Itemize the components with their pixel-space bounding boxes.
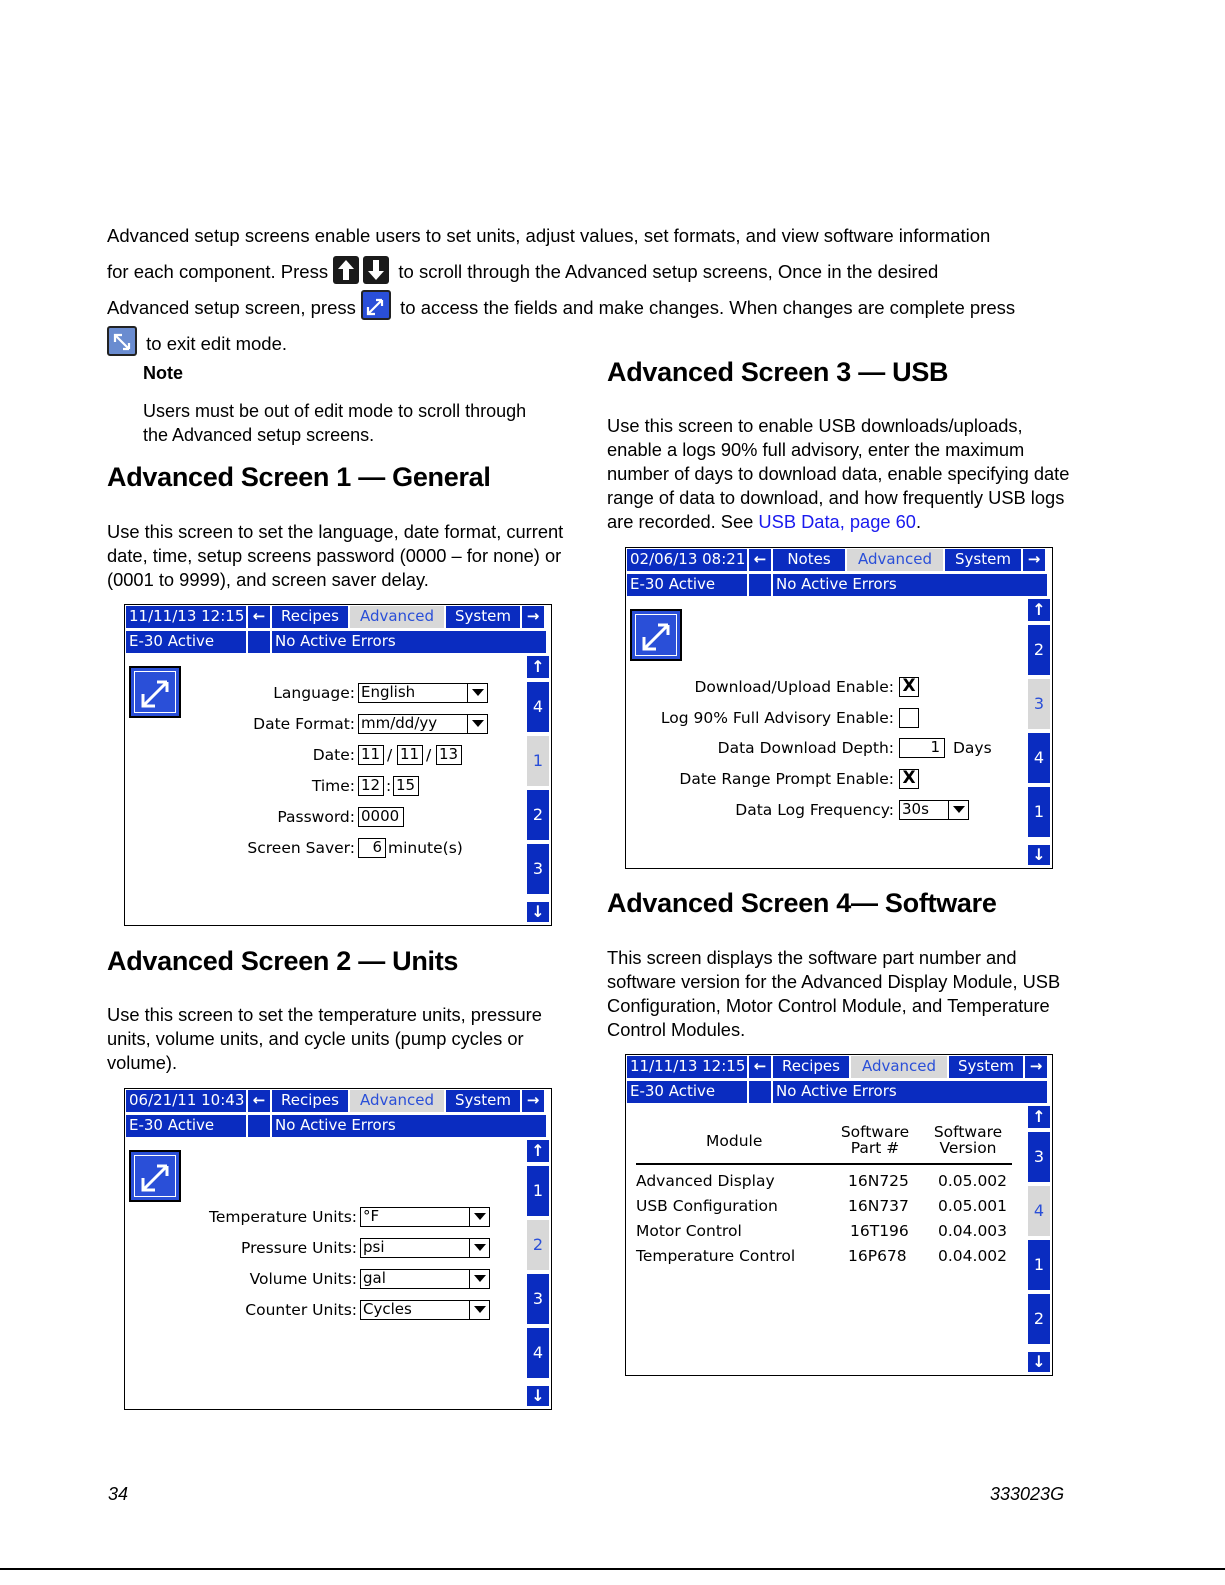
table-row-module: Temperature Control xyxy=(636,1247,796,1265)
volume-units-label: Volume Units: xyxy=(249,1270,357,1288)
side-tab-current[interactable]: 4 xyxy=(1027,1185,1051,1237)
tab-notes[interactable]: Notes xyxy=(772,548,846,572)
time-separator: : xyxy=(386,777,392,795)
section-2-title: Advanced Screen 2 — Units xyxy=(107,946,459,976)
date-label: Date: xyxy=(312,746,355,764)
screen-saver-unit: minute(s) xyxy=(388,839,463,857)
language-select[interactable]: English xyxy=(358,683,488,703)
side-tab[interactable]: 1 xyxy=(1027,1239,1051,1291)
section-4-title: Advanced Screen 4— Software xyxy=(607,888,997,918)
chevron-down-icon xyxy=(948,801,968,819)
note-text: Users must be out of edit mode to scroll through the Advanced setup screens. xyxy=(143,401,527,445)
arrow-down-icon[interactable]: ↓ xyxy=(526,1385,550,1407)
status-indicator xyxy=(748,573,772,597)
tab-system[interactable]: System xyxy=(445,605,521,629)
side-tab[interactable]: 2 xyxy=(1027,1293,1051,1345)
side-tab[interactable]: 1 xyxy=(1027,786,1051,838)
data-log-frequency-select[interactable]: 30s xyxy=(899,800,969,820)
status-indicator xyxy=(247,630,271,654)
side-tab[interactable]: 4 xyxy=(526,1327,550,1379)
section-3-title: Advanced Screen 3 — USB xyxy=(607,357,949,387)
intro-line-3: Advanced setup screen, press to access the fields and make changes. When changes are complete press xyxy=(107,290,1107,326)
tab-system[interactable]: System xyxy=(944,548,1022,572)
note-heading: Note xyxy=(143,363,183,383)
table-row-module: USB Configuration xyxy=(636,1197,778,1215)
side-tab[interactable]: 2 xyxy=(526,789,550,841)
screen-side-nav xyxy=(526,1139,550,1408)
side-tab[interactable]: 3 xyxy=(526,1273,550,1325)
tab-advanced[interactable]: Advanced xyxy=(846,548,944,572)
status-errors: No Active Errors xyxy=(772,573,1048,597)
status-active: E-30 Active xyxy=(626,573,748,597)
date-separator: / xyxy=(426,746,432,764)
column-header-version: Software Version xyxy=(933,1123,1003,1157)
side-tab[interactable]: 4 xyxy=(1027,732,1051,784)
intro-line-1: Advanced setup screens enable users to set units, adjust values, set formats, and view software information xyxy=(107,225,991,246)
arrow-down-icon[interactable]: ↓ xyxy=(1027,1351,1051,1373)
download-upload-enable-checkbox[interactable]: X xyxy=(899,677,919,697)
temperature-units-select[interactable]: °F xyxy=(360,1207,490,1227)
side-tab[interactable]: 2 xyxy=(1027,624,1051,676)
intro-line-4: to exit edit mode. xyxy=(107,326,1107,362)
tab-advanced[interactable]: Advanced xyxy=(349,605,445,629)
table-row-module: Advanced Display xyxy=(636,1172,775,1190)
chevron-down-icon xyxy=(467,684,487,702)
date-range-prompt-checkbox[interactable]: X xyxy=(899,769,919,789)
volume-units-select[interactable]: gal xyxy=(360,1269,490,1289)
date-month-field[interactable]: 11 xyxy=(358,745,384,765)
language-label: Language: xyxy=(273,684,355,702)
page-number: 34 xyxy=(108,1484,129,1504)
temperature-units-label: Temperature Units: xyxy=(209,1208,357,1226)
chevron-down-icon xyxy=(467,715,487,733)
screen-saver-field[interactable]: 6 xyxy=(358,838,386,858)
datetime: 02/06/13 08:21 xyxy=(626,548,748,572)
side-tab[interactable]: 3 xyxy=(526,843,550,895)
arrow-down-icon[interactable]: ↓ xyxy=(526,901,550,923)
section-4-text: This screen displays the software part number and software version for the Advanced Display Module, USB Configuration, Motor Control Module, and Temperature Control Modules. xyxy=(607,947,1061,1040)
table-row-version: 0.05.001 xyxy=(938,1197,1008,1215)
tab-system[interactable]: System xyxy=(445,1089,521,1113)
table-row-module: Motor Control xyxy=(636,1222,742,1240)
table-row-part: 16N725 xyxy=(848,1172,909,1190)
screen-software xyxy=(625,1054,1053,1376)
edit-icon[interactable] xyxy=(630,609,682,661)
data-download-depth-field[interactable]: 1 xyxy=(899,738,945,758)
download-upload-enable-label: Download/Upload Enable: xyxy=(694,678,894,696)
date-range-prompt-label: Date Range Prompt Enable: xyxy=(679,770,894,788)
exit-edit-icon xyxy=(107,326,137,356)
password-label: Password: xyxy=(277,808,355,826)
arrow-up-icon[interactable]: ↑ xyxy=(526,1139,550,1163)
screen-saver-label: Screen Saver: xyxy=(247,839,355,857)
log-advisory-enable-label: Log 90% Full Advisory Enable: xyxy=(660,709,894,727)
date-format-select[interactable]: mm/dd/yy xyxy=(358,714,488,734)
date-separator: / xyxy=(387,746,393,764)
column-header-part: Software Part # xyxy=(840,1123,910,1157)
log-advisory-enable-checkbox[interactable] xyxy=(899,708,919,728)
password-field[interactable]: 0000 xyxy=(358,807,404,827)
status-indicator xyxy=(247,1114,271,1138)
chevron-down-icon xyxy=(469,1239,489,1257)
datetime: 11/11/13 12:15 xyxy=(125,605,247,629)
data-download-depth-label: Data Download Depth: xyxy=(717,739,894,757)
datetime: 11/11/13 12:15 xyxy=(626,1055,748,1079)
arrow-up-icon xyxy=(333,256,359,284)
status-errors: No Active Errors xyxy=(271,630,547,654)
status-active: E-30 Active xyxy=(125,1114,247,1138)
time-label: Time: xyxy=(311,777,355,795)
column-header-module: Module xyxy=(706,1132,763,1150)
edit-icon[interactable] xyxy=(129,1150,181,1202)
screen-side-nav xyxy=(1027,1105,1051,1374)
arrow-right-icon[interactable]: → xyxy=(521,605,545,629)
intro-paragraph xyxy=(107,218,1107,362)
time-hour-field[interactable]: 12 xyxy=(358,776,384,796)
screen-usb xyxy=(625,547,1053,869)
document-number: 333023G xyxy=(990,1484,1065,1504)
side-tab[interactable]: 1 xyxy=(526,1165,550,1217)
status-active: E-30 Active xyxy=(626,1080,748,1104)
tab-recipes[interactable]: Recipes xyxy=(772,1055,850,1079)
arrow-up-icon[interactable]: ↑ xyxy=(526,655,550,679)
arrow-up-icon[interactable]: ↑ xyxy=(1027,598,1051,622)
counter-units-label: Counter Units: xyxy=(245,1301,357,1319)
section-2-text: Use this screen to set the temperature units, pressure units, volume units, and cycle units (pump cycles or volume). xyxy=(107,1004,542,1073)
date-day-field[interactable]: 11 xyxy=(397,745,423,765)
side-tab-current[interactable]: 1 xyxy=(526,735,550,787)
counter-units-select[interactable]: Cycles xyxy=(360,1300,490,1320)
data-download-depth-unit: Days xyxy=(953,739,992,757)
tab-advanced[interactable]: Advanced xyxy=(349,1089,445,1113)
arrow-right-icon[interactable]: → xyxy=(1024,1055,1048,1079)
table-row-part: 16N737 xyxy=(848,1197,909,1215)
arrow-left-icon[interactable]: ← xyxy=(247,605,271,629)
arrow-up-icon[interactable]: ↑ xyxy=(1027,1105,1051,1129)
table-row-version: 0.04.003 xyxy=(938,1222,1008,1240)
table-row-version: 0.05.002 xyxy=(938,1172,1008,1190)
chevron-down-icon xyxy=(469,1301,489,1319)
pressure-units-select[interactable]: psi xyxy=(360,1238,490,1258)
table-row-part: 16T196 xyxy=(850,1222,909,1240)
edit-icon xyxy=(361,290,391,320)
arrow-right-icon[interactable]: → xyxy=(1022,548,1046,572)
screen-units xyxy=(124,1088,552,1410)
status-errors: No Active Errors xyxy=(772,1080,1048,1104)
side-tab[interactable]: 4 xyxy=(526,681,550,733)
tab-system[interactable]: System xyxy=(948,1055,1024,1079)
screen-general xyxy=(124,604,552,926)
status-indicator xyxy=(748,1080,772,1104)
screen-side-nav xyxy=(1027,598,1051,867)
screen-side-nav xyxy=(526,655,550,924)
arrow-down-icon xyxy=(363,256,389,284)
section-1-title: Advanced Screen 1 — General xyxy=(107,462,491,492)
table-divider xyxy=(636,1163,1012,1165)
datetime: 06/21/11 10:43 xyxy=(125,1089,247,1113)
arrow-left-icon[interactable]: ← xyxy=(748,548,772,572)
table-row-part: 16P678 xyxy=(848,1247,907,1265)
pressure-units-label: Pressure Units: xyxy=(241,1239,357,1257)
table-row-version: 0.04.002 xyxy=(938,1247,1008,1265)
chevron-down-icon xyxy=(469,1270,489,1288)
arrow-left-icon[interactable]: ← xyxy=(247,1089,271,1113)
data-log-frequency-label: Data Log Frequency: xyxy=(735,801,894,819)
section-1-text: Use this screen to set the language, date format, current date, time, setup screens password (0000 – for none) or (0001 to 9999), and screen saver delay. xyxy=(107,521,564,590)
arrow-down-icon[interactable]: ↓ xyxy=(1027,844,1051,866)
status-active: E-30 Active xyxy=(125,630,247,654)
date-year-field[interactable]: 13 xyxy=(436,745,462,765)
tab-advanced[interactable]: Advanced xyxy=(850,1055,948,1079)
status-errors: No Active Errors xyxy=(271,1114,547,1138)
arrow-right-icon[interactable]: → xyxy=(521,1089,545,1113)
screen-top-bar xyxy=(125,605,545,629)
intro-line-2: for each component. Press to scroll through the Advanced setup screens, Once in the desired xyxy=(107,254,1107,290)
software-table xyxy=(626,1104,1026,1375)
side-tab-current[interactable]: 3 xyxy=(1027,678,1051,730)
arrow-left-icon[interactable]: ← xyxy=(748,1055,772,1079)
usb-data-link[interactable]: USB Data, page 60 xyxy=(758,511,916,532)
footer-rule xyxy=(0,1568,1225,1570)
tab-recipes[interactable]: Recipes xyxy=(271,605,349,629)
section-3-text: Use this screen to enable USB downloads/uploads, enable a logs 90% full advisory, enter the maximum number of days to download data, enable specifying date range of data to download, and how frequently USB logs are recorded. See USB Data, page 60. xyxy=(607,415,1070,532)
side-tab-current[interactable]: 2 xyxy=(526,1219,550,1271)
tab-recipes[interactable]: Recipes xyxy=(271,1089,349,1113)
time-minute-field[interactable]: 15 xyxy=(393,776,419,796)
side-tab[interactable]: 3 xyxy=(1027,1131,1051,1183)
date-format-label: Date Format: xyxy=(253,715,355,733)
chevron-down-icon xyxy=(469,1208,489,1226)
